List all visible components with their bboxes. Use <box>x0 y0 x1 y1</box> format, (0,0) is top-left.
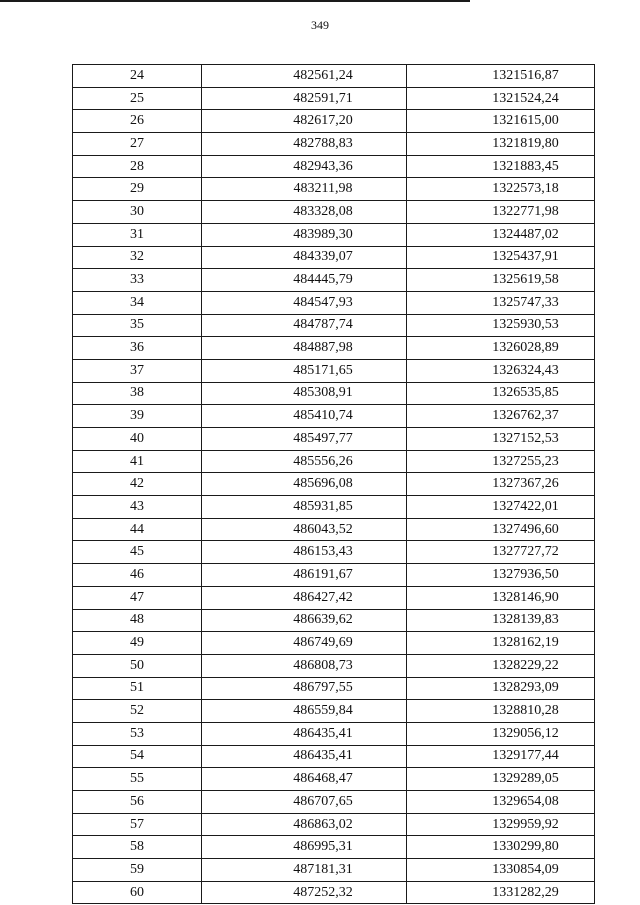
table-row <box>73 382 595 405</box>
point-number-cell: 28 <box>73 155 202 178</box>
table-row <box>73 541 595 564</box>
table-row <box>73 405 595 428</box>
table-row <box>73 654 595 677</box>
x-coordinate-cell: 486427,42 <box>202 586 407 609</box>
y-coordinate-cell: 1321819,80 <box>407 133 595 156</box>
table-row <box>73 65 595 88</box>
x-coordinate-cell: 484339,07 <box>202 246 407 269</box>
point-number-cell: 42 <box>73 473 202 496</box>
x-coordinate-cell: 482591,71 <box>202 87 407 110</box>
point-number-cell: 35 <box>73 314 202 337</box>
table-row <box>73 813 595 836</box>
coordinates-table <box>72 64 595 904</box>
y-coordinate-cell: 1322771,98 <box>407 201 595 224</box>
x-coordinate-cell: 484445,79 <box>202 269 407 292</box>
x-coordinate-cell: 487252,32 <box>202 881 407 904</box>
point-number-cell: 25 <box>73 87 202 110</box>
table-row <box>73 722 595 745</box>
x-coordinate-cell: 486153,43 <box>202 541 407 564</box>
point-number-cell: 24 <box>73 65 202 88</box>
point-number-cell: 33 <box>73 269 202 292</box>
x-coordinate-cell: 482943,36 <box>202 155 407 178</box>
table-row <box>73 178 595 201</box>
x-coordinate-cell: 486435,41 <box>202 745 407 768</box>
point-number-cell: 58 <box>73 836 202 859</box>
point-number-cell: 34 <box>73 291 202 314</box>
point-number-cell: 37 <box>73 359 202 382</box>
y-coordinate-cell: 1327367,26 <box>407 473 595 496</box>
table-row <box>73 859 595 882</box>
x-coordinate-cell: 484787,74 <box>202 314 407 337</box>
y-coordinate-cell: 1329056,12 <box>407 722 595 745</box>
y-coordinate-cell: 1325619,58 <box>407 269 595 292</box>
y-coordinate-cell: 1325930,53 <box>407 314 595 337</box>
point-number-cell: 41 <box>73 450 202 473</box>
x-coordinate-cell: 485497,77 <box>202 428 407 451</box>
table-row <box>73 473 595 496</box>
y-coordinate-cell: 1325747,33 <box>407 291 595 314</box>
point-number-cell: 45 <box>73 541 202 564</box>
table-row <box>73 337 595 360</box>
x-coordinate-cell: 486863,02 <box>202 813 407 836</box>
point-number-cell: 27 <box>73 133 202 156</box>
point-number-cell: 43 <box>73 496 202 519</box>
table-row <box>73 246 595 269</box>
table-row <box>73 586 595 609</box>
point-number-cell: 39 <box>73 405 202 428</box>
point-number-cell: 32 <box>73 246 202 269</box>
point-number-cell: 52 <box>73 700 202 723</box>
y-coordinate-cell: 1327496,60 <box>407 518 595 541</box>
table-row <box>73 518 595 541</box>
y-coordinate-cell: 1324487,02 <box>407 223 595 246</box>
point-number-cell: 49 <box>73 632 202 655</box>
y-coordinate-cell: 1327152,53 <box>407 428 595 451</box>
y-coordinate-cell: 1327255,23 <box>407 450 595 473</box>
x-coordinate-cell: 485556,26 <box>202 450 407 473</box>
point-number-cell: 54 <box>73 745 202 768</box>
top-rule <box>0 0 470 2</box>
x-coordinate-cell: 486797,55 <box>202 677 407 700</box>
y-coordinate-cell: 1328229,22 <box>407 654 595 677</box>
point-number-cell: 48 <box>73 609 202 632</box>
page-number: 349 <box>311 18 329 32</box>
x-coordinate-cell: 483211,98 <box>202 178 407 201</box>
point-number-cell: 60 <box>73 881 202 904</box>
table-row <box>73 87 595 110</box>
y-coordinate-cell: 1329959,92 <box>407 813 595 836</box>
y-coordinate-cell: 1328146,90 <box>407 586 595 609</box>
table-row <box>73 223 595 246</box>
y-coordinate-cell: 1325437,91 <box>407 246 595 269</box>
y-coordinate-cell: 1326324,43 <box>407 359 595 382</box>
table-row <box>73 700 595 723</box>
table-row <box>73 110 595 133</box>
point-number-cell: 31 <box>73 223 202 246</box>
table-row <box>73 269 595 292</box>
y-coordinate-cell: 1330299,80 <box>407 836 595 859</box>
y-coordinate-cell: 1321524,24 <box>407 87 595 110</box>
point-number-cell: 55 <box>73 768 202 791</box>
point-number-cell: 29 <box>73 178 202 201</box>
x-coordinate-cell: 486639,62 <box>202 609 407 632</box>
table-row <box>73 768 595 791</box>
point-number-cell: 50 <box>73 654 202 677</box>
y-coordinate-cell: 1329177,44 <box>407 745 595 768</box>
y-coordinate-cell: 1329654,08 <box>407 791 595 814</box>
point-number-cell: 30 <box>73 201 202 224</box>
y-coordinate-cell: 1322573,18 <box>407 178 595 201</box>
x-coordinate-cell: 485171,65 <box>202 359 407 382</box>
table-row <box>73 450 595 473</box>
x-coordinate-cell: 487181,31 <box>202 859 407 882</box>
table-row <box>73 632 595 655</box>
y-coordinate-cell: 1321516,87 <box>407 65 595 88</box>
table-row <box>73 564 595 587</box>
table-row <box>73 791 595 814</box>
y-coordinate-cell: 1327936,50 <box>407 564 595 587</box>
table-row <box>73 745 595 768</box>
table-row <box>73 359 595 382</box>
point-number-cell: 57 <box>73 813 202 836</box>
x-coordinate-cell: 486707,65 <box>202 791 407 814</box>
point-number-cell: 38 <box>73 382 202 405</box>
y-coordinate-cell: 1330854,09 <box>407 859 595 882</box>
point-number-cell: 47 <box>73 586 202 609</box>
y-coordinate-cell: 1321615,00 <box>407 110 595 133</box>
x-coordinate-cell: 482617,20 <box>202 110 407 133</box>
y-coordinate-cell: 1326028,89 <box>407 337 595 360</box>
y-coordinate-cell: 1327727,72 <box>407 541 595 564</box>
y-coordinate-cell: 1328162,19 <box>407 632 595 655</box>
x-coordinate-cell: 486435,41 <box>202 722 407 745</box>
point-number-cell: 46 <box>73 564 202 587</box>
x-coordinate-cell: 486808,73 <box>202 654 407 677</box>
x-coordinate-cell: 484887,98 <box>202 337 407 360</box>
point-number-cell: 40 <box>73 428 202 451</box>
table-row <box>73 291 595 314</box>
table-row <box>73 314 595 337</box>
point-number-cell: 53 <box>73 722 202 745</box>
y-coordinate-cell: 1331282,29 <box>407 881 595 904</box>
point-number-cell: 44 <box>73 518 202 541</box>
y-coordinate-cell: 1321883,45 <box>407 155 595 178</box>
point-number-cell: 26 <box>73 110 202 133</box>
table-row <box>73 496 595 519</box>
y-coordinate-cell: 1328293,09 <box>407 677 595 700</box>
y-coordinate-cell: 1326762,37 <box>407 405 595 428</box>
x-coordinate-cell: 486468,47 <box>202 768 407 791</box>
y-coordinate-cell: 1328810,28 <box>407 700 595 723</box>
x-coordinate-cell: 486043,52 <box>202 518 407 541</box>
table-row <box>73 428 595 451</box>
table-row <box>73 677 595 700</box>
point-number-cell: 56 <box>73 791 202 814</box>
x-coordinate-cell: 486749,69 <box>202 632 407 655</box>
x-coordinate-cell: 486191,67 <box>202 564 407 587</box>
x-coordinate-cell: 482788,83 <box>202 133 407 156</box>
x-coordinate-cell: 485696,08 <box>202 473 407 496</box>
x-coordinate-cell: 485931,85 <box>202 496 407 519</box>
table-row <box>73 155 595 178</box>
point-number-cell: 51 <box>73 677 202 700</box>
point-number-cell: 36 <box>73 337 202 360</box>
x-coordinate-cell: 486995,31 <box>202 836 407 859</box>
x-coordinate-cell: 484547,93 <box>202 291 407 314</box>
table-row <box>73 201 595 224</box>
table-row <box>73 881 595 904</box>
x-coordinate-cell: 483989,30 <box>202 223 407 246</box>
x-coordinate-cell: 485410,74 <box>202 405 407 428</box>
x-coordinate-cell: 482561,24 <box>202 65 407 88</box>
x-coordinate-cell: 485308,91 <box>202 382 407 405</box>
y-coordinate-cell: 1326535,85 <box>407 382 595 405</box>
x-coordinate-cell: 483328,08 <box>202 201 407 224</box>
coordinates-table-body <box>73 65 595 904</box>
point-number-cell: 59 <box>73 859 202 882</box>
table-row <box>73 609 595 632</box>
y-coordinate-cell: 1329289,05 <box>407 768 595 791</box>
table-row <box>73 133 595 156</box>
y-coordinate-cell: 1327422,01 <box>407 496 595 519</box>
x-coordinate-cell: 486559,84 <box>202 700 407 723</box>
y-coordinate-cell: 1328139,83 <box>407 609 595 632</box>
table-row <box>73 836 595 859</box>
